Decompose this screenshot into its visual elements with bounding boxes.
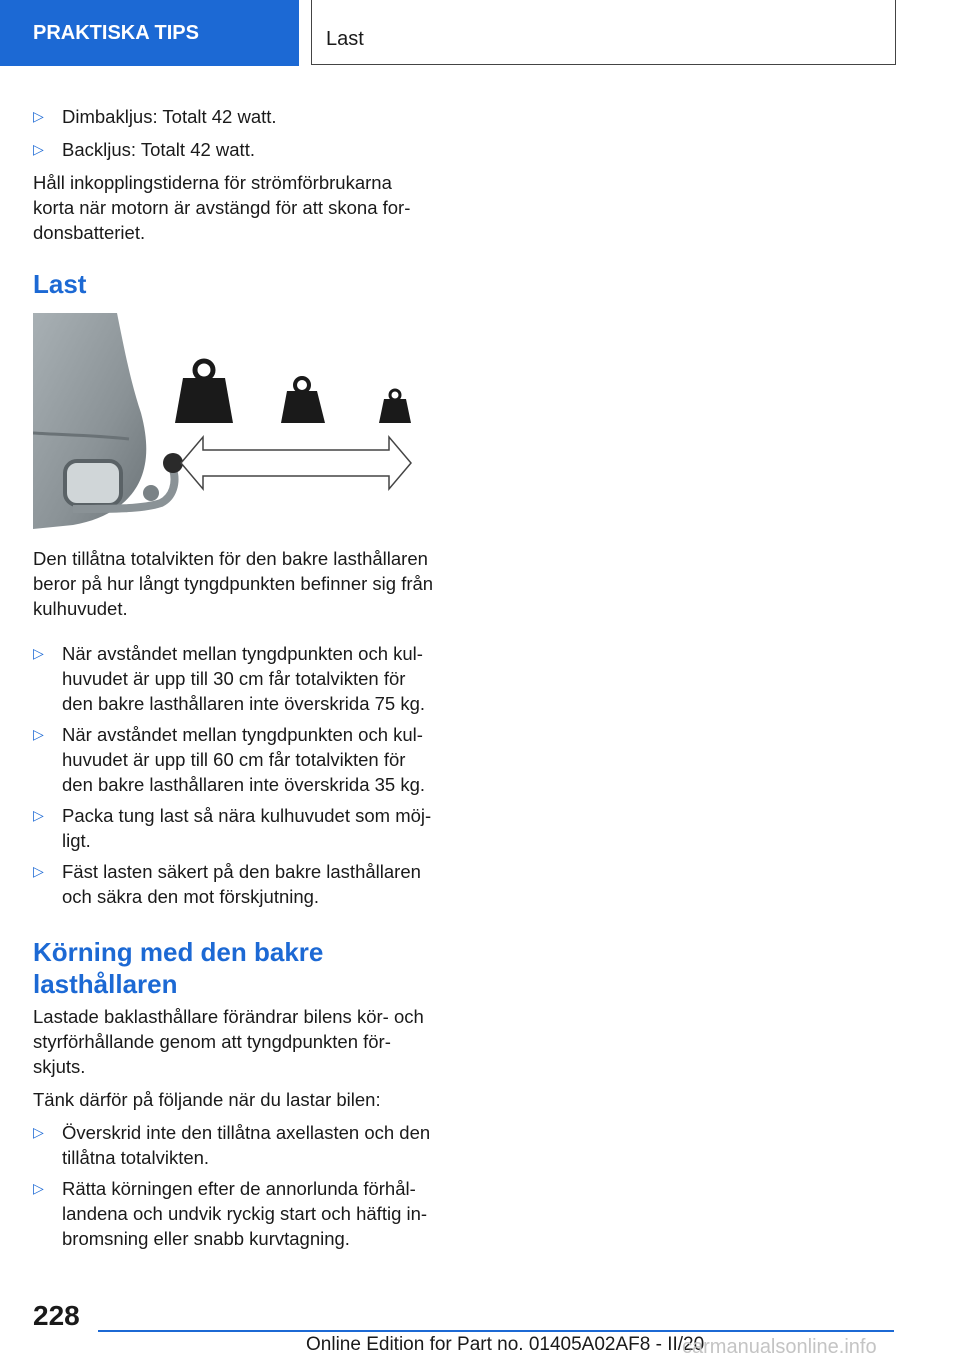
footer-divider (98, 1330, 894, 1332)
heading: Last (33, 269, 87, 299)
list-item: ▷ När avståndet mellan tyngdpunkten och kul- huvudet är upp till 30 cm får totalvikten för den bakre lasthållaren inte överskrida 75 kg. (33, 643, 426, 714)
list-item: ▷ Backljus: Totalt 42 watt. (33, 139, 255, 160)
triangle-right-icon: ▷ (33, 108, 44, 124)
paragraph: Lastade baklasthållare förändrar bilens kör- och styrförhållande genom att tyngdpunkten för- skjuts. (33, 1006, 424, 1077)
weight-icon (379, 390, 411, 423)
triangle-right-icon: ▷ (33, 645, 44, 661)
section-heading-last (33, 268, 451, 300)
list-item: ▷ Packa tung last så nära kulhuvudet som möj- ligt. (33, 805, 432, 851)
section-tab (0, 0, 299, 66)
load-rules-list (33, 641, 451, 909)
triangle-right-icon: ▷ (33, 863, 44, 879)
triangle-right-icon: ▷ (33, 1180, 44, 1196)
figure-caption: Den tillåtna totalvikten för den bakre lasthållaren beror på hur långt tyngdpunkten befinner sig från kulhuvudet. (33, 548, 434, 619)
list-item: ▷ Rätta körningen efter de annorlunda förhål- landena och undvik ryckig start och häftig in- bromsning eller snabb kurvtagning. (33, 1178, 428, 1249)
chapter-header (311, 0, 896, 65)
load-diagram (33, 313, 445, 529)
weight-icon (281, 378, 325, 423)
triangle-right-icon: ▷ (33, 726, 44, 742)
exhaust (65, 461, 121, 505)
list-item: ▷ Överskrid inte den tillåtna axellasten och den tillåtna totalvikten. (33, 1122, 431, 1168)
intro-paragraph: Håll inkopplingstiderna för strömförbrukarna korta när motorn är avstängd för att skona for- donsbatteriet. (33, 172, 411, 243)
triangle-right-icon: ▷ (33, 1124, 44, 1140)
list-item: ▷ När avståndet mellan tyngdpunkten och kul- huvudet är upp till 60 cm får totalvikten för den bakre lasthållaren inte överskrida 35 kg. (33, 724, 426, 795)
section-title: PRAKTISKA TIPS (33, 21, 199, 44)
tow-ball (163, 453, 183, 473)
page-number: 228 (33, 1300, 80, 1331)
chapter-title: Last (326, 28, 364, 50)
triangle-right-icon: ▷ (33, 807, 44, 823)
intro-block (33, 104, 451, 245)
list-item: ▷ Fäst lasten säkert på den bakre lasthållaren och säkra den mot förskjutning. (33, 861, 421, 907)
triangle-right-icon: ▷ (33, 141, 44, 157)
driving-section-body (33, 1004, 451, 1251)
double-arrow (181, 437, 411, 489)
edition-text: Online Edition for Part no. 01405A02AF8 - II/20 (306, 1334, 705, 1355)
watermark: carmanualsonline.info (682, 1336, 877, 1358)
section-heading-driving (33, 936, 451, 1000)
weight-icon (175, 361, 233, 423)
paragraph: Tänk därför på följande när du lastar bilen: (33, 1089, 381, 1110)
heading: Körning med den bakre lasthållaren (33, 937, 324, 999)
list-item: ▷ Dimbakljus: Totalt 42 watt. (33, 106, 277, 127)
